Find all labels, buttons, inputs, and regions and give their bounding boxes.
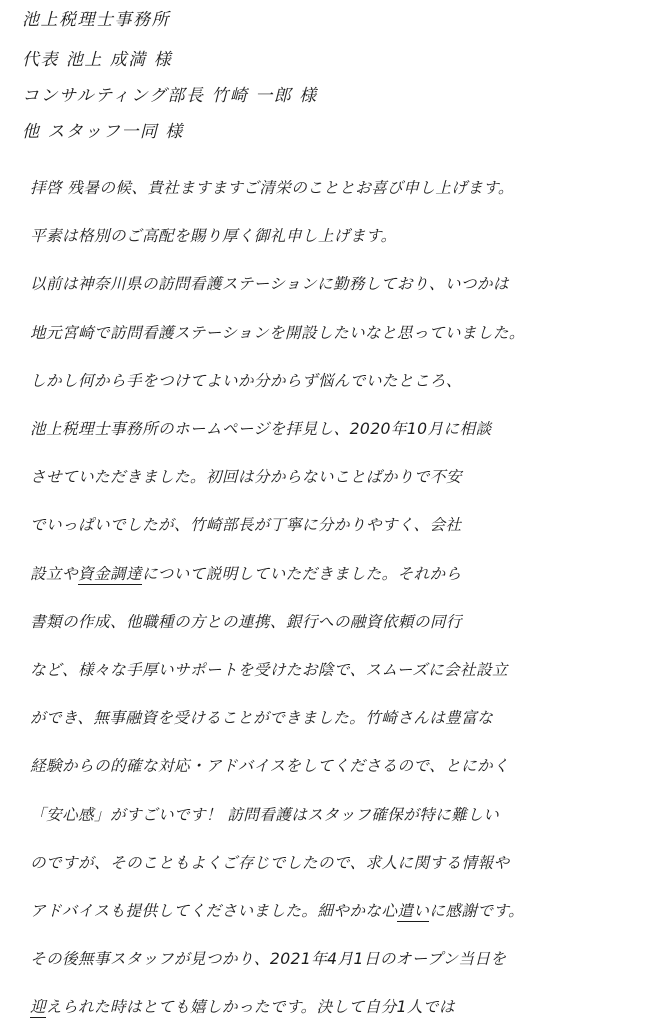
letter-body-line: 書類の作成、他職種の方との連携、銀行への融資依頼の同行: [30, 613, 462, 631]
address-line: 代表 池上 成満 様: [22, 50, 173, 70]
letter-body-line: しかし何から手をつけてよいか分からず悩んでいたところ、: [30, 372, 462, 390]
line-segment: 設立や: [30, 565, 78, 583]
letter-body-line: 以前は神奈川県の訪問看護ステーションに勤務しており、いつかは: [30, 275, 509, 293]
letter-body-line: [30, 995, 455, 1019]
underlined-word: 資金調達: [77, 565, 142, 583]
line-segment: に感謝です。: [429, 902, 525, 920]
letter-body-line: でいっぱいでしたが、竹崎部長が丁寧に分かりやすく、会社: [30, 516, 462, 534]
line-segment: えられた時はとても嬉しかったです。決して自分1人では: [46, 998, 455, 1016]
letter-body-line: 池上税理士事務所のホームページを拝見し、2020年10月に相談: [30, 420, 492, 438]
letter-body-line: のですが、そのこともよくご存じでしたので、求人に関する情報や: [30, 854, 510, 872]
letter-body-line: ができ、無事融資を受けることができました。竹崎さんは豊富な: [30, 709, 494, 727]
letter-body-line: させていただきました。初回は分からないことばかりで不安: [30, 468, 462, 486]
underlined-word: 遣い: [397, 902, 430, 920]
line-segment: アドバイスも提供してくださいました。細やかな心: [30, 902, 398, 920]
line-segment: について説明していただきました。それから: [141, 565, 462, 583]
letter-body-line: 平素は格別のご高配を賜り厚く御礼申し上げます。: [30, 227, 397, 245]
address-line: 池上税理士事務所: [22, 10, 170, 30]
letter-body-line: など、様々な手厚いサポートを受けたお陰で、スムーズに会社設立: [30, 661, 508, 679]
letter-body-line: 拝啓 残暑の候、貴社ますますご清栄のこととお喜び申し上げます。: [30, 179, 514, 197]
letter-body-line: [30, 899, 524, 923]
address-line: コンサルティング部長 竹崎 一郎 様: [22, 86, 318, 106]
letter-body-line: その後無事スタッフが見つかり、2021年4月1日のオープン当日を: [30, 950, 507, 968]
address-line: 他 スタッフ一同 様: [22, 122, 184, 142]
letter-body-line: 地元宮崎で訪問看護ステーションを開設したいなと思っていました。: [30, 324, 525, 342]
letter-body-line: [30, 562, 462, 586]
letter-body-line: 経験からの的確な対応・アドバイスをしてくださるので、とにかく: [30, 757, 510, 775]
letter-body-line: 「安心感」がすごいです！ 訪問看護はスタッフ確保が特に難しい: [30, 806, 500, 824]
underlined-word: 迎: [30, 998, 46, 1016]
